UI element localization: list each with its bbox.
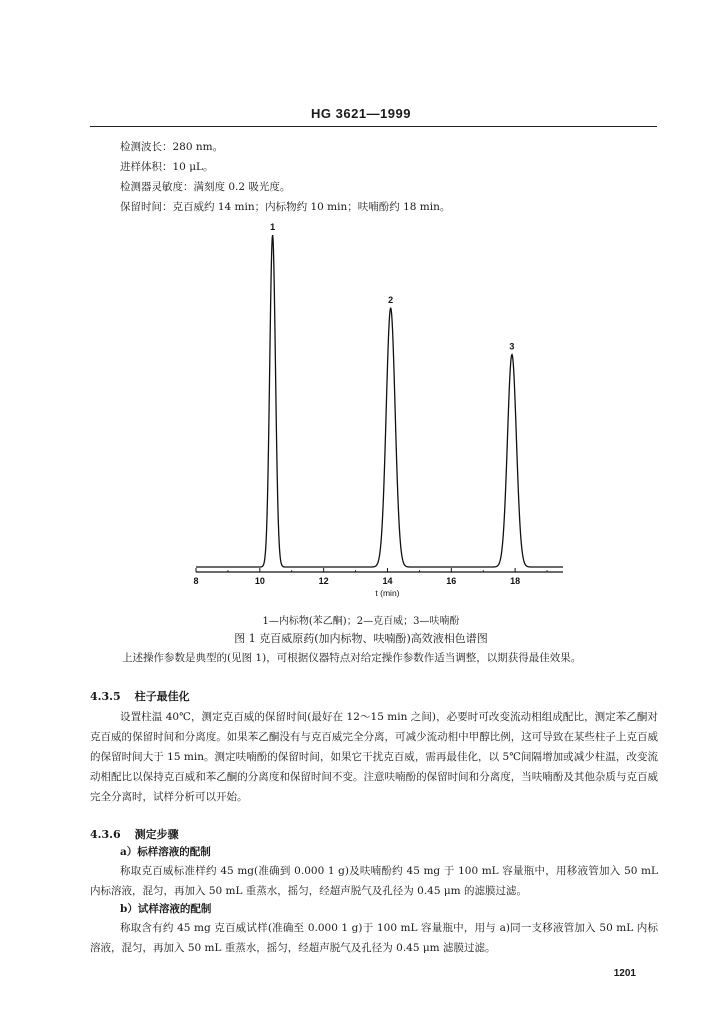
subsection-b-title: b）试样溶液的配制 <box>120 903 212 915</box>
figure-caption: 图 1 克百威原药(加内标物、呋喃酚)高效液相色谱图 <box>234 632 488 645</box>
page-number: 1201 <box>613 968 636 979</box>
x-axis-label: t (min) <box>375 588 400 598</box>
standard-number-header: HG 3621—1999 <box>311 106 411 121</box>
section-title: 柱子最佳化 <box>134 690 190 703</box>
chart-legend: 1—内标物(苯乙酮)；2—克百威；3—呋喃酚 <box>262 616 460 627</box>
signal-trace <box>196 235 563 567</box>
header-rule <box>90 126 657 127</box>
param-injection-volume: 进样体积：10 μL。 <box>120 161 214 173</box>
paragraph-typical-params: 上述操作参数是典型的(见图 1)，可根据仪器特点对给定操作参数作适当调整，以期获得最佳效果。 <box>122 652 582 664</box>
paragraph-column-optimization: 设置柱温 40℃，测定克百威的保留时间(最好在 12～15 min 之间)，必要时可改变流动相组成配比，测定苯乙酮对克百威的保留时间和分离度。如果苯乙酮没有与克百威完全分离，可减少流动相中甲醇比例，这可导致在某些柱子上克百威的保留时间大于 15 min。测定呋喃酚的保留时间，如果它干扰克百威，需再最佳化，以 5℃间隔增加或减少柱温，改变流动相配比以保持克百威和苯乙酮的分离度和保留时间不变。注意呋喃酚的保留时间和分离度，当呋喃酚及其他杂质与克百威完全分离时，试样分析可以开始。 <box>90 711 658 803</box>
x-tick-label: 10 <box>254 576 265 586</box>
section-4-3-5-heading <box>90 688 190 704</box>
section-number: 4.3.6 <box>90 828 121 841</box>
section-title: 测定步骤 <box>134 828 179 841</box>
peak-label: 3 <box>509 341 515 352</box>
param-wavelength: 检测波长：280 nm。 <box>120 141 224 153</box>
peak-label: 1 <box>270 222 276 232</box>
section-4-3-6-heading <box>90 826 179 842</box>
x-tick-label: 12 <box>318 576 329 586</box>
x-tick-label: 14 <box>382 576 393 586</box>
section-number: 4.3.5 <box>90 690 121 703</box>
paragraph-standard-solution: 称取克百威标准样约 45 mg(准确到 0.000 1 g)及呋喃酚约 45 mg 于 100 mL 容量瓶中，用移液管加入 50 mL 内标溶液，混匀，再加入 50 mL 重蒸水，摇匀，经超声脱气及孔径为 0.45 μm 的滤膜过滤。 <box>90 865 658 897</box>
paragraph-sample-solution: 称取含有约 45 mg 克百威试样(准确至 0.000 1 g)于 100 mL 容量瓶中，用与 a)同一支移液管加入 50 mL 内标溶液，混匀，再加入 50 mL 重蒸水，摇匀，经超声脱气及孔径为 0.45 μm 滤膜过滤。 <box>90 922 658 954</box>
chromatogram-chart <box>0 215 722 615</box>
x-tick-label: 8 <box>193 576 199 586</box>
x-tick-label: 16 <box>446 576 457 586</box>
peak-label: 2 <box>388 295 394 306</box>
param-retention-time: 保留时间：克百威约 14 min；内标物约 10 min；呋喃酚约 18 min。 <box>120 201 451 213</box>
subsection-a-title: a）标样溶液的配制 <box>120 846 211 858</box>
x-tick-label: 18 <box>510 576 521 586</box>
param-detector-sensitivity: 检测器灵敏度：满刻度 0.2 吸光度。 <box>120 181 291 193</box>
